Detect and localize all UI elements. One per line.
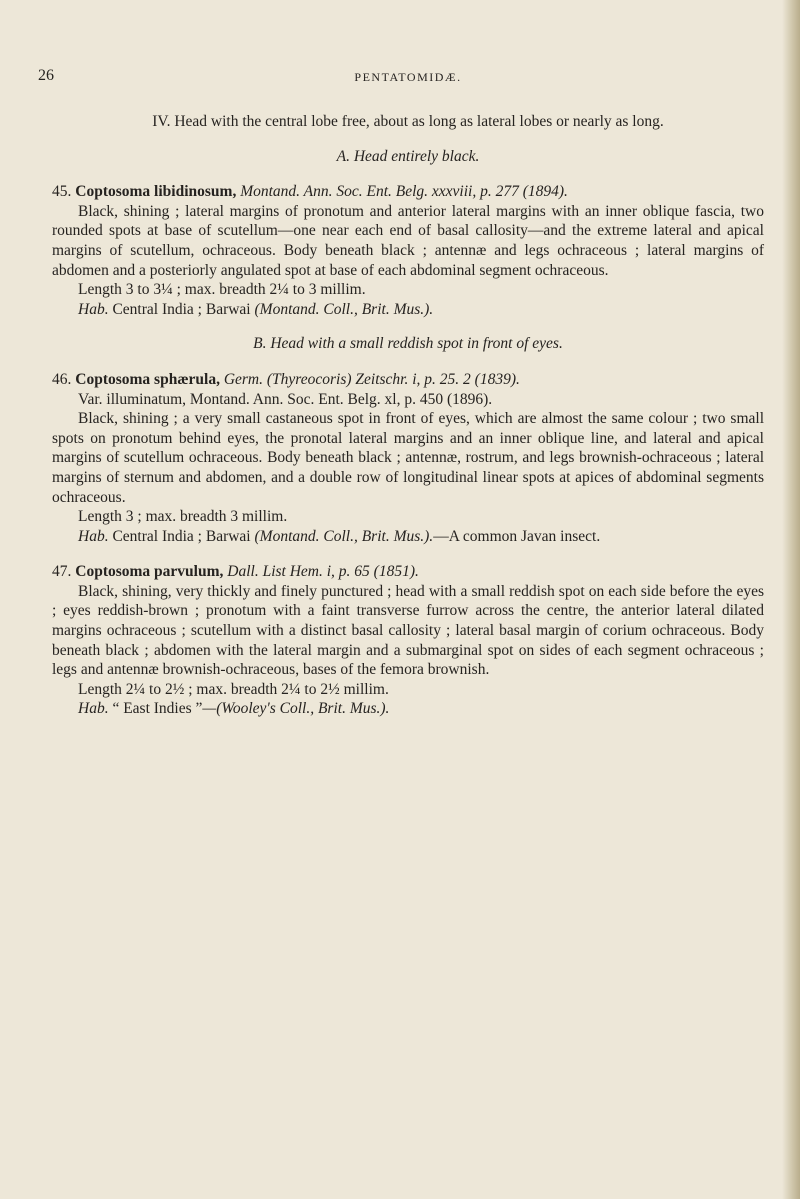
habitat-label: Hab. [78, 300, 109, 318]
species-name: Coptosoma parvulum, [75, 563, 224, 581]
species-name: Coptosoma sphærula, [75, 370, 220, 388]
running-title: PENTATOMIDÆ. [354, 70, 462, 84]
habitat-locality: Central India ; Barwai [112, 527, 251, 545]
species-number: 47. [52, 563, 72, 581]
species-description: Black, shining, very thickly and finely punctured ; head with a small reddish spot on each side before the eyes ; eyes reddish-brown ; pronotum with a faint transverse furrow across the centre, the anterior lateral dilated margins ochraceous ; scutellum with a distinct basal callosity ; lateral basal margin of corium ochraceous. Body beneath black ; abdomen with the lateral margin and a submarginal spot on sides of each segment ochraceous ; legs and antennæ brownish-ochraceous, bases of the femora brownish. [52, 582, 764, 679]
species-measurements: Length 2¼ to 2½ ; max. breadth 2¼ to 2½ millim. [78, 680, 389, 698]
species-description: Black, shining ; lateral margins of pronotum and anterior lateral margins with an inner oblique fascia, two rounded spots at base of scutellum—one near each end of basal callosity—and the extreme lateral and apical margins of scutellum, ochraceous. Body beneath black ; antennæ and legs ochraceous ; lateral margins of abdomen and a posteriorly angulated spot at base of each abdominal segment ochraceous. [52, 202, 764, 279]
species-measurements: Length 3 ; max. breadth 3 millim. [78, 508, 288, 526]
species-entry-45 [52, 182, 764, 202]
habitat-label: Hab. [78, 700, 109, 718]
habitat-locality: “ East Indies ” [112, 700, 203, 718]
species-entry-47 [52, 562, 764, 582]
subsection-heading-b: B. Head with a small reddish spot in front of eyes. [253, 335, 563, 353]
species-reference: Dall. List Hem. i, p. 65 (1851). [227, 563, 419, 581]
running-head [38, 66, 764, 86]
species-habitat [52, 699, 764, 719]
habitat-collection: (Montand. Coll., Brit. Mus.). [254, 300, 434, 318]
species-description: Black, shining ; a very small castaneous spot in front of eyes, which are almost the same colour ; two small spots on pronotum behind eyes, the pronotal lateral margins and an inner oblique line, and lateral and apical margins of scutellum ochraceous. Body beneath black ; antennæ, rostrum, and legs brownish-ochraceous ; lateral margins of sternum and abdomen, and a double row of longitudinal linear spots at apices of abdominal segments ochraceous. [52, 410, 764, 506]
habitat-label: Hab. [78, 527, 109, 545]
species-number: 45. [52, 183, 72, 201]
species-reference: Germ. (Thyreocoris) Zeitschr. i, p. 25. 2 (1839). [223, 370, 520, 388]
species-variety: Var. illuminatum, Montand. Ann. Soc. Ent. Belg. xl, p. 450 (1896). [78, 390, 493, 408]
subsection-heading-a: A. Head entirely black. [336, 147, 480, 165]
page-number: 26 [38, 67, 54, 84]
species-name: Coptosoma libidinosum, [75, 183, 237, 201]
habitat-collection: (Montand. Coll., Brit. Mus.). [254, 527, 434, 545]
page-content [52, 112, 764, 719]
section-heading: IV. Head with the central lobe free, about as long as lateral lobes or nearly as long. [152, 113, 664, 130]
species-measurements: Length 3 to 3¼ ; max. breadth 2¼ to 3 millim. [78, 281, 366, 299]
species-habitat [52, 527, 764, 547]
page-edge-shadow [782, 0, 800, 1199]
habitat-collection: —(Wooley's Coll., Brit. Mus.). [202, 700, 390, 718]
species-habitat [52, 300, 764, 320]
habitat-note: —A common Javan insect. [433, 527, 601, 545]
species-number: 46. [52, 370, 72, 388]
species-reference: Montand. Ann. Soc. Ent. Belg. xxxviii, p. 277 (1894). [240, 183, 568, 201]
habitat-locality: Central India ; Barwai [112, 300, 251, 318]
species-entry-46 [52, 370, 764, 390]
